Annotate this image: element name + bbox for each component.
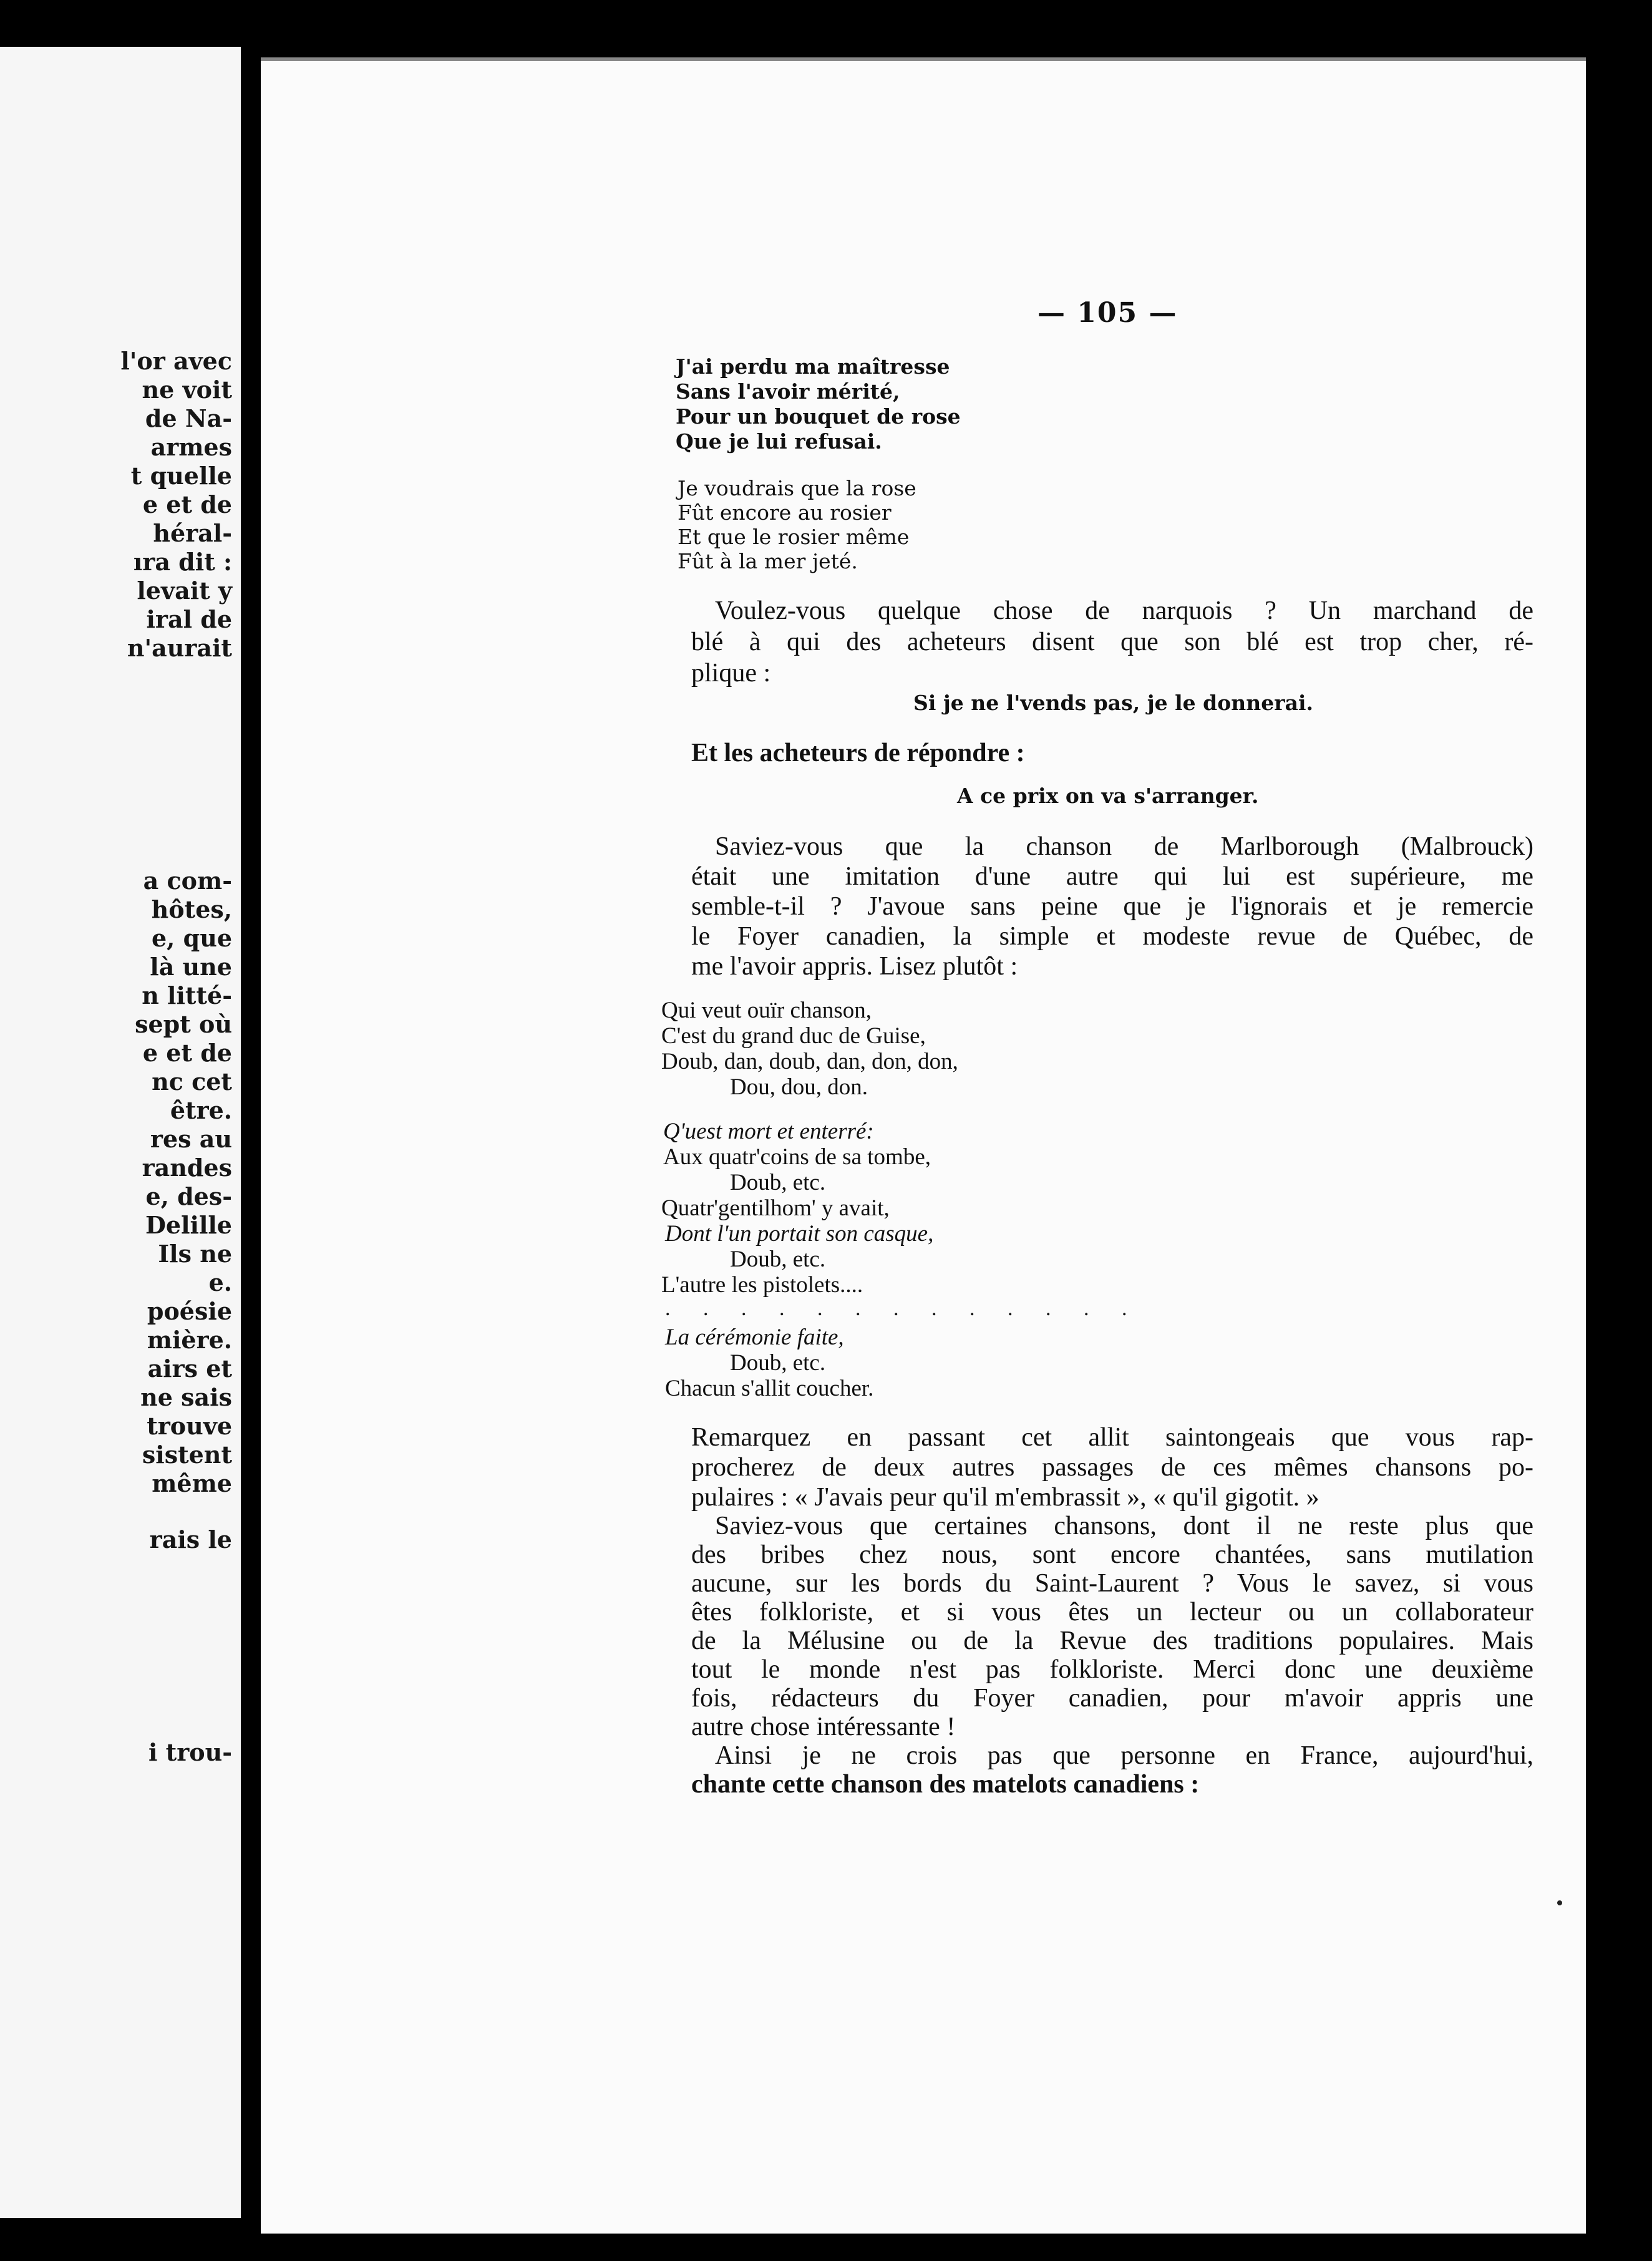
- body-text-line: pulaires : « J'avais peur qu'il m'embrassit », « qu'il gigotit. »: [691, 1483, 1319, 1512]
- quotation-line: A ce prix on va s'arranger.: [957, 784, 1259, 808]
- body-text-line: chante cette chanson des matelots canadiens :: [691, 1770, 1200, 1799]
- scan-speck: [1557, 1900, 1562, 1905]
- body-text-line: autre chose intéressante !: [691, 1713, 956, 1741]
- verse-line: Et que le rosier même: [678, 525, 910, 549]
- body-text-line: le Foyer canadien, la simple et modeste revue de Québec, de: [691, 922, 1533, 951]
- quotation-line: Si je ne l'vends pas, je le donnerai.: [913, 691, 1314, 715]
- left-text-line: t quelle: [130, 462, 232, 490]
- verse-line: Que je lui refusai.: [676, 429, 882, 454]
- song-line: Chacun s'allit coucher.: [665, 1376, 874, 1401]
- song-line: Dont l'un portait son casque,: [665, 1221, 934, 1247]
- song-line: Doub, etc.: [730, 1247, 826, 1272]
- song-line: C'est du grand duc de Guise,: [661, 1023, 926, 1049]
- left-text-line: ne voit: [142, 376, 232, 404]
- left-text-line: même: [152, 1469, 232, 1497]
- body-text-line: procherez de deux autres passages de ces mêmes chansons po-: [691, 1453, 1533, 1482]
- left-text-line: trouve: [147, 1412, 232, 1440]
- body-text-line: blé à qui des acheteurs disent que son blé est trop cher, ré-: [691, 628, 1533, 656]
- song-line: Doub, etc.: [730, 1170, 826, 1195]
- left-text-line: armes: [150, 433, 232, 461]
- song-line: La cérémonie faite,: [665, 1325, 844, 1350]
- verse-line: Fût à la mer jeté.: [678, 549, 858, 573]
- page-number: — 105 —: [1037, 297, 1178, 329]
- left-text-line: Ils ne: [158, 1240, 232, 1268]
- left-text-line: iral de: [146, 605, 232, 633]
- body-text-line: Ainsi je ne crois pas que personne en France, aujourd'hui,: [715, 1741, 1533, 1770]
- song-line: Doub, etc.: [730, 1350, 826, 1376]
- song-line: Doub, dan, doub, dan, don, don,: [661, 1049, 958, 1074]
- body-text-line: êtes folkloriste, et si vous êtes un lecteur ou un collaborateur: [691, 1598, 1533, 1626]
- left-text-line: ne sais: [140, 1383, 232, 1411]
- left-text-line: n'aurait: [127, 634, 232, 662]
- body-text-line: des bribes chez nous, sont encore chantées, sans mutilation: [691, 1540, 1533, 1569]
- ellipsis-line: . . . . . . . . . . . . .: [665, 1297, 1141, 1320]
- body-text-line: me l'avoir appris. Lisez plutôt :: [691, 952, 1018, 981]
- left-text-line: e, des-: [145, 1182, 232, 1210]
- body-text-line: était une imitation d'une autre qui lui est supérieure, me: [691, 862, 1533, 891]
- body-text-line: tout le monde n'est pas folkloriste. Merci donc une deuxième: [691, 1655, 1533, 1684]
- left-text-line: i trou-: [148, 1738, 232, 1766]
- left-text-line: n litté-: [142, 981, 232, 1009]
- body-text-line: plique :: [691, 659, 771, 688]
- body-text-line: de la Mélusine ou de la Revue des traditions populaires. Mais: [691, 1626, 1533, 1655]
- left-text-line: e et de: [142, 490, 232, 518]
- left-text-line: randes: [142, 1154, 232, 1182]
- left-facing-page: [0, 47, 241, 2218]
- verse-line: J'ai perdu ma maîtresse: [676, 354, 950, 379]
- left-text-line: sept où: [135, 1010, 232, 1038]
- left-text-line: l'or avec: [120, 347, 232, 375]
- left-text-line: e, que: [151, 924, 232, 952]
- verse-line: Sans l'avoir mérité,: [676, 379, 900, 404]
- verse-line: Pour un bouquet de rose: [676, 404, 961, 429]
- left-text-line: héral-: [153, 519, 232, 547]
- song-line: L'autre les pistolets....: [661, 1272, 863, 1298]
- left-text-line: rais le: [149, 1525, 232, 1554]
- body-text-line: Remarquez en passant cet allit saintongeais que vous rap-: [691, 1423, 1533, 1452]
- body-text-line: Saviez-vous que certaines chansons, dont il ne reste plus que: [715, 1512, 1533, 1540]
- left-text-line: de Na-: [145, 404, 232, 432]
- page-gutter: [241, 0, 261, 2261]
- song-line: Aux quatr'coins de sa tombe,: [663, 1144, 931, 1170]
- left-text-line: Delille: [145, 1211, 232, 1239]
- body-text-line: semble-t-il ? J'avoue sans peine que je l'ignorais et je remercie: [691, 892, 1533, 921]
- left-text-line: levait y: [137, 576, 232, 605]
- left-text-line: poésie: [147, 1297, 232, 1325]
- left-text-line: mière.: [147, 1326, 232, 1354]
- song-line: Qui veut ouïr chanson,: [661, 998, 872, 1023]
- song-line: Dou, dou, don.: [730, 1074, 868, 1100]
- body-text-line: aucune, sur les bords du Saint-Laurent ? Vous le savez, si vous: [691, 1569, 1533, 1598]
- verse-line: Je voudrais que la rose: [678, 476, 916, 500]
- body-text-line: Voulez-vous quelque chose de narquois ? Un marchand de: [715, 596, 1533, 625]
- left-text-line: res au: [150, 1125, 232, 1153]
- left-text-line: e.: [208, 1268, 232, 1296]
- song-line: Quatr'gentilhom' y avait,: [661, 1195, 890, 1221]
- body-text-line: Saviez-vous que la chanson de Marlborough (Malbrouck): [715, 832, 1533, 861]
- left-text-line: e et de: [142, 1039, 232, 1067]
- left-text-line: ıra dit :: [133, 548, 232, 576]
- left-text-line: sistent: [142, 1441, 232, 1469]
- body-text-line: Et les acheteurs de répondre :: [691, 739, 1025, 767]
- left-text-line: a com-: [143, 867, 232, 895]
- song-line: Q'uest mort et enterré:: [663, 1119, 874, 1144]
- left-text-line: hôtes,: [151, 895, 232, 923]
- right-page: [261, 57, 1586, 2234]
- left-text-line: nc cet: [152, 1067, 232, 1096]
- body-text-line: fois, rédacteurs du Foyer canadien, pour m'avoir appris une: [691, 1684, 1533, 1713]
- verse-line: Fût encore au rosier: [678, 500, 892, 525]
- left-text-line: là une: [150, 953, 232, 981]
- left-text-line: être.: [170, 1096, 232, 1124]
- left-text-line: airs et: [147, 1354, 232, 1383]
